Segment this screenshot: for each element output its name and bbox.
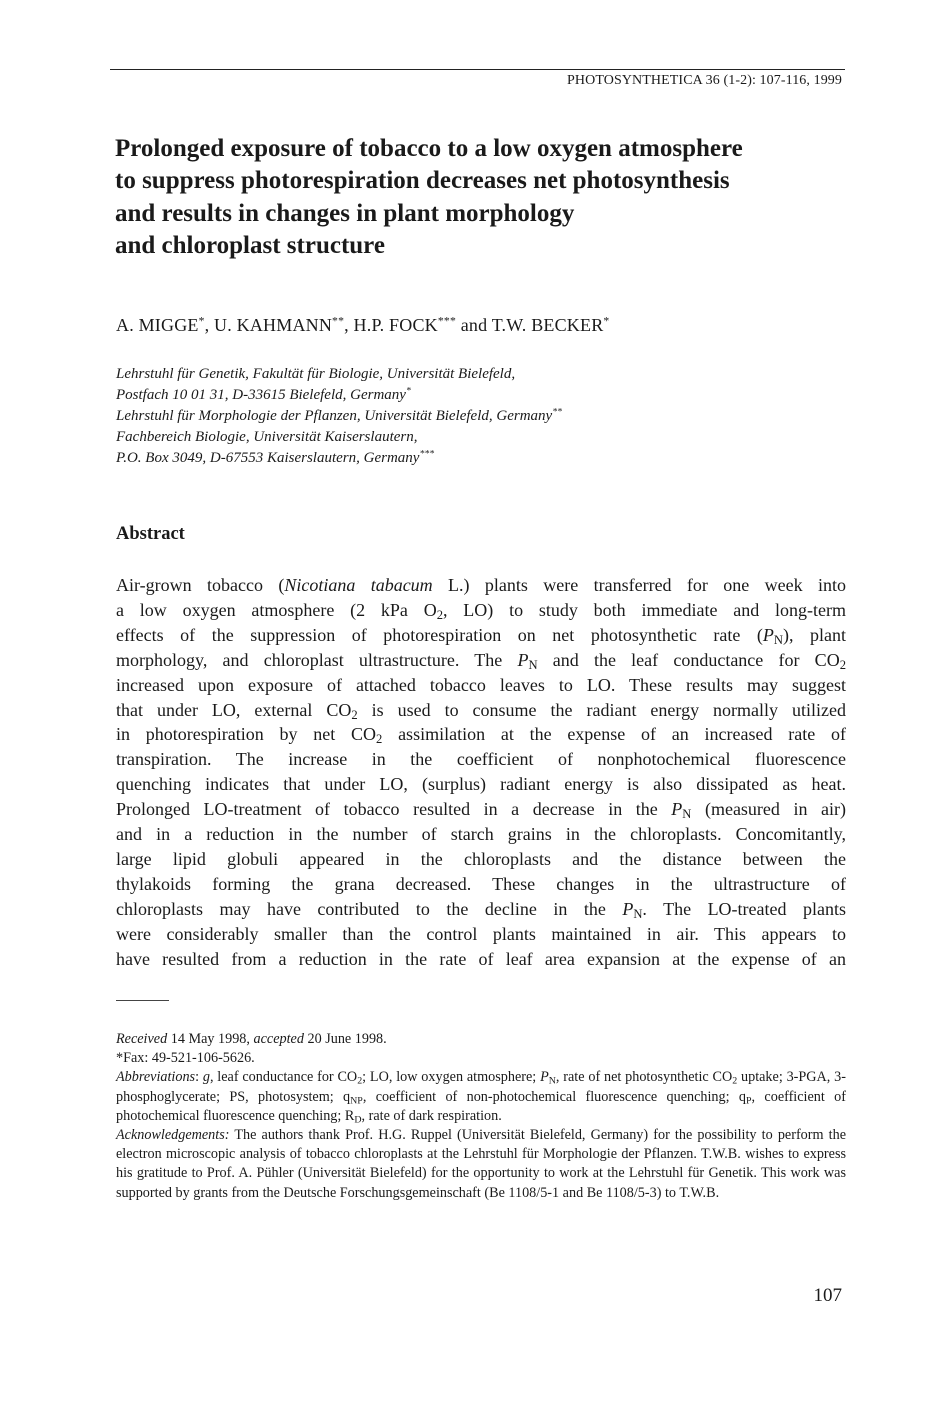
abstract-line: Air-grown tobacco (Nicotiana tabacum L.) plants were transferred for one week into — [116, 575, 846, 595]
abstract-line: quenching indicates that under LO, (surplus) radiant energy is also dissipated as heat. — [116, 774, 846, 795]
affiliation-line — [116, 448, 836, 469]
author-name: T.W. BECKER — [491, 315, 604, 335]
abstract-line: in photorespiration by net $CO_2$ assimilation at the expense of an increased rate of — [116, 724, 846, 747]
affiliations — [116, 364, 836, 469]
abstract-body — [116, 573, 846, 972]
abstract-line: Prolonged LO-treatment of tobacco resulted in a decrease in the $P_N$ (measured in air) — [116, 799, 846, 822]
abstract-line: large lipid globuli appeared in the chloroplasts and the distance between the — [116, 848, 846, 869]
affiliation-line — [116, 385, 836, 406]
author-name: U. KAHMANN — [214, 315, 333, 335]
abstract-line: that under LO, external $CO_2$ is used to consume the radiant energy normally utilized — [116, 699, 846, 722]
author-list: A. MIGGE*, U. KAHMANN**, H.P. FOCK*** and T.W. BECKER* — [116, 314, 610, 335]
page-number: 107 — [813, 1285, 842, 1306]
affiliation-text: Postfach 10 01 31, D-33615 Bielefeld, Germany — [116, 387, 406, 403]
affiliation-mark: ** — [552, 406, 562, 418]
footnote-rule — [116, 1000, 169, 1001]
author-conjunction: and — [460, 315, 488, 335]
affiliation-line — [116, 364, 836, 385]
affiliation-text: P.O. Box 3049, D-67553 Kaiserslautern, Germany — [116, 450, 420, 466]
title-line: and results in changes in plant morphology — [115, 199, 575, 227]
journal-citation: PHOTOSYNTHETICA 36 (1-2): 107-116, 1999 — [567, 73, 842, 88]
footnotes — [116, 1030, 846, 1203]
fax-note: *Fax: 49-521-106-5626. — [116, 1050, 255, 1067]
abstract-line: morphology, and chloroplast ultrastructure. The $P_N$ and the leaf conductance for $CO_2$ — [116, 649, 846, 672]
abbreviations-note: Abbreviations: g, leaf conductance for $CO_2$; LO, low oxygen atmosphere; $P_N$, rate of net photosynthetic $CO_2$ uptake; 3-PGA, 3-phosphoglycerate; PS, photosystem; $q_{NP}$, coefficient of non-photochemical fluorescence quenching; $q_P$, coefficient of photochemical fluorescence quenching; $R_D$, rate of dark respiration. — [116, 1069, 846, 1126]
abstract-line: were considerably smaller than the control plants maintained in air. This appears to — [116, 923, 846, 944]
abstract-heading: Abstract — [116, 524, 185, 544]
received-note: Received 14 May 1998, accepted 20 June 1998. — [116, 1031, 387, 1047]
article-title — [115, 133, 855, 262]
abstract-line: thylakoids forming the grana decreased. These changes in the ultrastructure of — [116, 873, 846, 894]
abstract-line: and in a reduction in the number of starch grains in the chloroplasts. Concomitantly, — [116, 824, 846, 845]
author-mark: * — [603, 314, 610, 328]
author-mark: * — [198, 314, 205, 328]
title-line: Prolonged exposure of tobacco to a low oxygen atmosphere — [115, 135, 743, 162]
title-line: and chloroplast structure — [115, 231, 385, 259]
abstract-line: effects of the suppression of photorespiration on net photosynthetic rate $(P_N)$, plant — [116, 624, 846, 647]
affiliation-text: Lehrstuhl für Morphologie der Pflanzen, Universität Bielefeld, Germany — [116, 408, 553, 424]
affiliation-text: Lehrstuhl für Genetik, Fakultät für Biologie, Universität Bielefeld, — [116, 366, 516, 382]
author-name: H.P. FOCK — [353, 315, 438, 335]
abstract-line: chloroplasts may have contributed to the decline in the $P_N$. The LO-treated plants — [116, 898, 847, 921]
header-rule — [110, 69, 845, 70]
author-mark: *** — [437, 314, 457, 328]
abstract-line: a low oxygen atmosphere (2 kPa $O_2$, LO) to study both immediate and long-term — [116, 599, 846, 623]
affiliation-text: Fachbereich Biologie, Universität Kaiserslautern, — [116, 429, 418, 445]
affiliation-mark: *** — [419, 448, 435, 460]
author-mark: ** — [332, 314, 345, 328]
acknowledgements-note: Acknowledgements: The authors thank Prof. H.G. Ruppel (Universität Bielefeld, Germany) for the possibility to perform the electron microscopic analysis of tobacco chloroplasts at the Lehrstuhl für Morphologie der Pflanzen. T.W.B. wishes to express his gratitude to Prof. A. Pühler (Universität Bielefeld) for the opportunity to work at the Lehrstuhl für Genetik. This work was supported by grants from the Deutsche Forschungsgemeinschaft (Be 1108/5-1 and Be 1108/5-3) to T.W.B. — [116, 1127, 846, 1201]
abstract-line: transpiration. The increase in the coefficient of nonphotochemical fluorescence — [116, 749, 846, 770]
author-name: A. MIGGE — [116, 315, 199, 335]
abstract-line: increased upon exposure of attached tobacco leaves to LO. These results may suggest — [116, 674, 846, 695]
affiliation-mark: * — [405, 385, 411, 397]
abstract-line: have resulted from a reduction in the rate of leaf area expansion at the expense of an — [116, 948, 846, 969]
affiliation-line — [116, 406, 836, 427]
affiliation-line — [116, 427, 836, 448]
title-line: to suppress photorespiration decreases net photosynthesis — [115, 167, 730, 195]
